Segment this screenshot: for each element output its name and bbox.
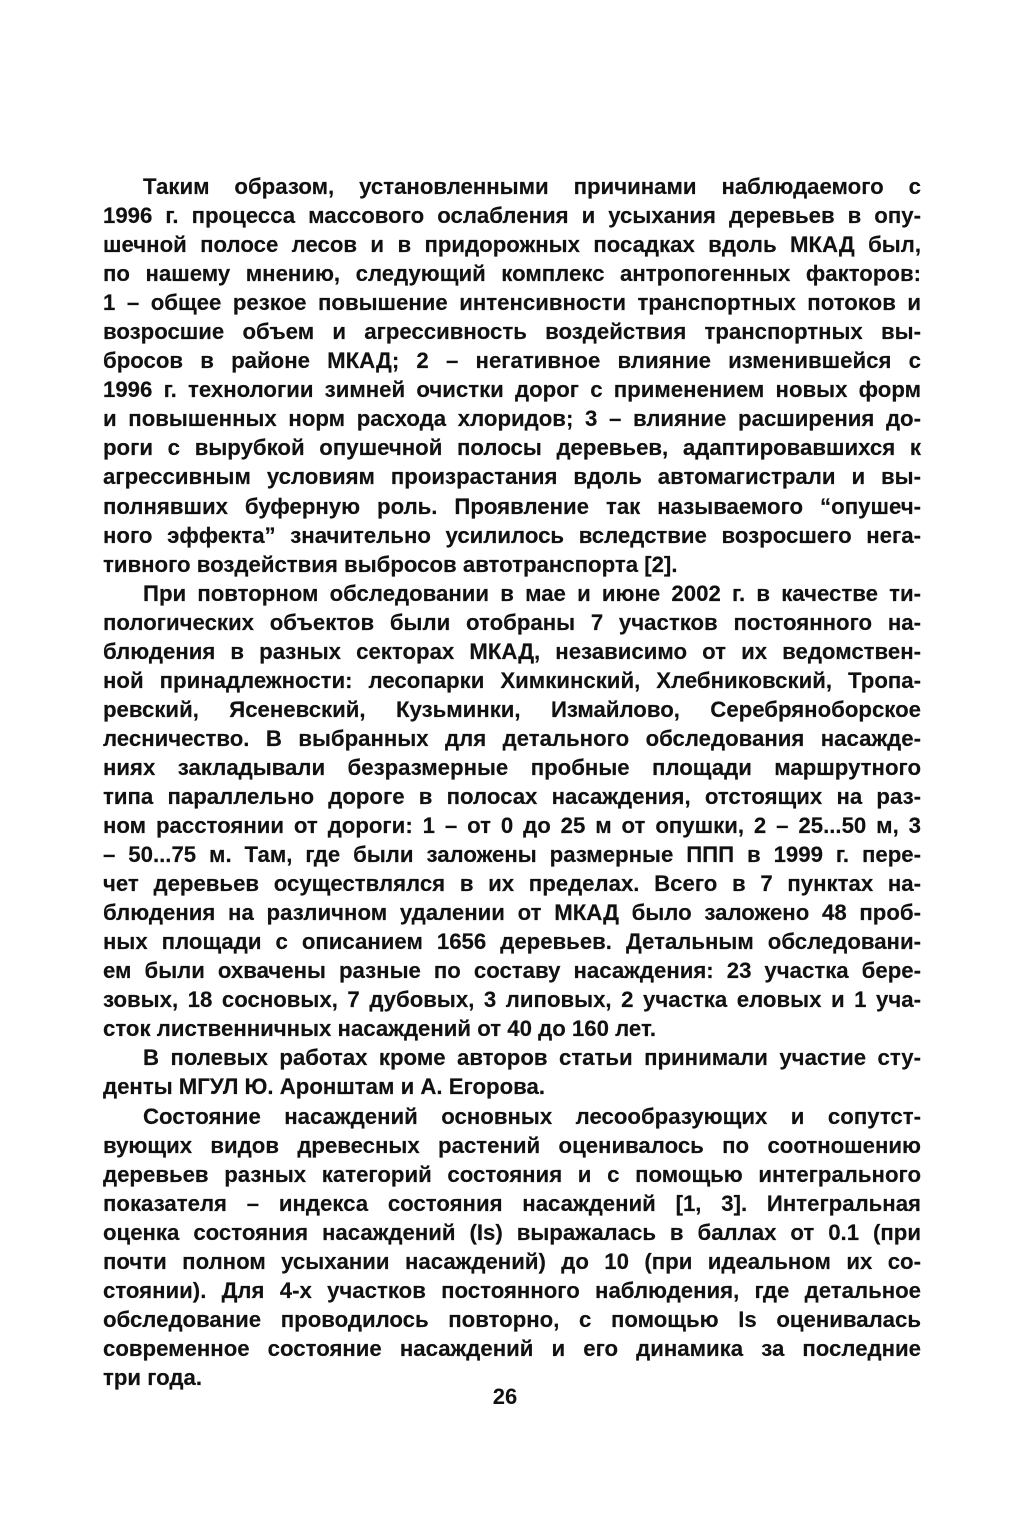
text-line: деревьев разных категорий состояния и с помощью интегрального — [103, 1161, 921, 1187]
text-line: шечной полосе лесов и в придорожных посадках вдоль МКАД был, — [103, 232, 921, 258]
body-text — [103, 172, 921, 1392]
text-line: При повторном обследовании в мае и июне 2002 г. в качестве ти- — [143, 580, 921, 606]
text-line: денты МГУЛ Ю. Аронштам и А. Егорова. — [103, 1074, 545, 1100]
text-line: 1996 г. технологии зимней очистки дорог с применением новых форм — [103, 377, 921, 403]
text-line: ниях закладывали безразмерные пробные площади маршрутного — [103, 754, 921, 780]
text-line: почти полном усыхании насаждений) до 10 (при идеальном их со- — [103, 1248, 921, 1274]
text-line: сток лиственничных насаждений от 40 до 160 лет. — [103, 1016, 657, 1042]
text-line: тивного воздействия выбросов автотранспорта [2]. — [103, 551, 678, 577]
text-line: ном расстоянии от дороги: 1 – от 0 до 25 м от опушки, 2 – 25...50 м, 3 — [103, 813, 921, 839]
text-line: ной принадлежности: лесопарки Химкинский, Хлебниковский, Тропа- — [103, 667, 921, 693]
text-line: стоянии). Для 4-х участков постоянного наблюдения, где детальное — [103, 1277, 921, 1303]
text-line: 1 – общее резкое повышение интенсивности транспортных потоков и — [103, 290, 921, 316]
text-line: и повышенных норм расхода хлоридов; 3 – влияние расширения до- — [103, 406, 921, 432]
text-line: по нашему мнению, следующий комплекс антропогенных факторов: — [103, 261, 921, 287]
text-line: Таким образом, установленными причинами наблюдаемого с — [143, 174, 921, 199]
text-line: современное состояние насаждений и его динамика за последние — [103, 1335, 921, 1361]
text-line: бросов в районе МКАД; 2 – негативное влияние изменившейся с — [103, 348, 921, 374]
text-line: ного эффекта” значительно усилилось вследствие возросшего нега- — [103, 522, 921, 548]
text-line: пологических объектов были отобраны 7 участков постоянного на- — [103, 609, 921, 635]
text-line: зовых, 18 сосновых, 7 дубовых, 3 липовых, 2 участка еловых и 1 уча- — [103, 987, 921, 1013]
text-line: агрессивным условиям произрастания вдоль автомагистрали и вы- — [103, 464, 921, 490]
text-line: чет деревьев осуществлялся в их пределах. Всего в 7 пунктах на- — [103, 871, 921, 897]
text-line: – 50...75 м. Там, где были заложены размерные ППП в 1999 г. пере- — [103, 842, 921, 868]
text-line: полнявших буферную роль. Проявление так называемого “опушеч- — [103, 493, 921, 519]
text-line: типа параллельно дороге в полосах насаждения, отстоящих на раз- — [103, 783, 921, 809]
page-number: 26 — [492, 1384, 518, 1409]
text-line: блюдения в разных секторах МКАД, независимо от их ведомствен- — [103, 638, 921, 664]
text-line: возросшие объем и агрессивность воздействия транспортных вы- — [103, 319, 921, 345]
text-line: три года. — [103, 1364, 203, 1390]
text-line: ем были охвачены разные по составу насаждения: 23 участка бере- — [103, 958, 921, 984]
text-line: лесничество. В выбранных для детального обследования насажде- — [103, 725, 921, 751]
text-line: обследование проводилось повторно, с помощью Is оценивалась — [103, 1306, 921, 1332]
text-line: показателя – индекса состояния насаждений [1, 3]. Интегральная — [103, 1190, 921, 1216]
text-line: вующих видов древесных растений оценивалось по соотношению — [103, 1132, 921, 1158]
text-line: ревский, Ясеневский, Кузьминки, Измайлово, Серебряноборское — [103, 696, 921, 722]
text-line: оценка состояния насаждений (Is) выражалась в баллах от 0.1 (при — [103, 1219, 921, 1245]
text-line: 1996 г. процесса массового ослабления и усыхания деревьев в опу- — [103, 203, 921, 229]
text-line: В полевых работах кроме авторов статьи принимали участие сту- — [143, 1045, 921, 1071]
text-line: роги с вырубкой опушечной полосы деревьев, адаптировавшихся к — [103, 435, 921, 461]
text-line: блюдения на различном удалении от МКАД было заложено 48 проб- — [103, 900, 921, 926]
text-line: Состояние насаждений основных лесообразующих и сопутст- — [143, 1103, 921, 1129]
text-line: ных площади с описанием 1656 деревьев. Детальным обследовани- — [103, 929, 921, 955]
